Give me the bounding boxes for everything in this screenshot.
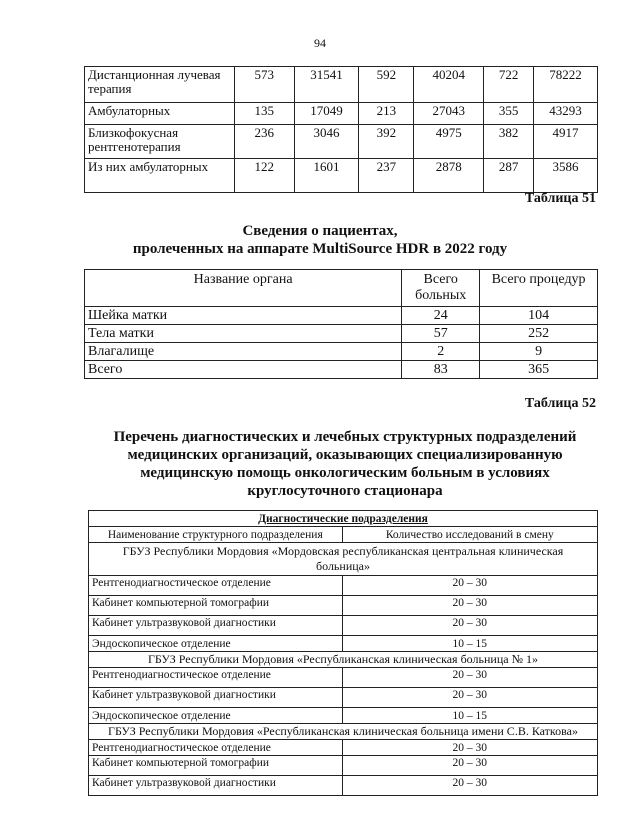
row-label: Близкофокусная рентгенотерапия — [85, 125, 235, 159]
procedures-count: 104 — [480, 307, 598, 325]
table-cell: 17049 — [294, 103, 359, 125]
table-row — [89, 668, 598, 688]
table-row — [85, 125, 598, 159]
procedures-count: 9 — [480, 343, 598, 361]
table-cell: 4917 — [534, 125, 598, 159]
procedures-count: 365 — [480, 361, 598, 379]
table-51-label: Таблица 51 — [524, 191, 596, 206]
table-52-title-line-1: Перечень диагностических и лечебных структурных подразделений — [113, 429, 577, 445]
organ-name: Влагалище — [85, 343, 402, 361]
table-cell: 3586 — [534, 159, 598, 193]
column-header: Всего процедур — [480, 270, 598, 307]
organization-name: ГБУЗ Республики Мордовия «Республиканская клиническая больница № 1» — [89, 652, 598, 668]
table-cell: 237 — [359, 159, 414, 193]
department-name: Кабинет ультразвуковой диагностики — [89, 776, 343, 796]
organization-row — [89, 652, 598, 668]
studies-count: 20 – 30 — [342, 756, 597, 776]
organ-name: Всего — [85, 361, 402, 379]
studies-count: 20 – 30 — [342, 596, 597, 616]
table-row — [89, 636, 598, 652]
table-cell: 31541 — [294, 67, 359, 103]
radiotherapy-table — [84, 66, 598, 193]
organ-name: Тела матки — [85, 325, 402, 343]
table-row — [89, 576, 598, 596]
department-name: Эндоскопическое отделение — [89, 636, 343, 652]
department-name: Рентгенодиагностическое отделение — [89, 576, 343, 596]
table-52-title-line-4: круглосуточного стационара — [247, 483, 443, 499]
row-label: Амбулаторных — [85, 103, 235, 125]
column-header: Название органа — [85, 270, 402, 307]
table-cell: 573 — [234, 67, 294, 103]
department-name: Кабинет ультразвуковой диагностики — [89, 616, 343, 636]
table-header-row — [85, 270, 598, 307]
table-row — [89, 776, 598, 796]
organization-name: ГБУЗ Республики Мордовия «Мордовская республиканская центральная клиническая больница» — [89, 543, 598, 576]
table-row — [89, 688, 598, 708]
table-cell: 722 — [484, 67, 534, 103]
table-cell: 287 — [484, 159, 534, 193]
table-52-title-line-3: медицинскую помощь онкологическим больным в условиях — [140, 465, 550, 481]
studies-count: 20 – 30 — [342, 616, 597, 636]
patients-count: 2 — [402, 343, 480, 361]
table-cell: 3046 — [294, 125, 359, 159]
page-number: 94 — [314, 36, 326, 50]
table-row — [89, 616, 598, 636]
patients-count: 24 — [402, 307, 480, 325]
table-row — [85, 159, 598, 193]
section-title: Диагностические подразделения — [89, 511, 598, 527]
table-header-row — [89, 527, 598, 543]
table-cell: 592 — [359, 67, 414, 103]
department-name: Кабинет компьютерной томографии — [89, 596, 343, 616]
studies-count: 20 – 30 — [342, 576, 597, 596]
patients-table — [84, 269, 598, 379]
table-row — [89, 756, 598, 776]
column-header: Всего больных — [402, 270, 480, 307]
table-cell: 43293 — [534, 103, 598, 125]
table-cell: 392 — [359, 125, 414, 159]
table-52-label: Таблица 52 — [524, 396, 596, 411]
organization-row — [89, 724, 598, 740]
table-cell: 4975 — [414, 125, 484, 159]
department-name: Эндоскопическое отделение — [89, 708, 343, 724]
column-header: Количество исследований в смену — [342, 527, 597, 543]
studies-count: 20 – 30 — [342, 688, 597, 708]
procedures-count: 252 — [480, 325, 598, 343]
studies-count: 10 – 15 — [342, 636, 597, 652]
table-cell: 135 — [234, 103, 294, 125]
table-cell: 1601 — [294, 159, 359, 193]
department-name: Кабинет ультразвуковой диагностики — [89, 688, 343, 708]
studies-count: 20 – 30 — [342, 668, 597, 688]
table-row — [85, 325, 598, 343]
table-row — [85, 307, 598, 325]
row-label: Из них амбулаторных — [85, 159, 235, 193]
organization-name: ГБУЗ Республики Мордовия «Республиканская клиническая больница имени С.В. Каткова» — [89, 724, 598, 740]
organization-row — [89, 543, 598, 576]
table-cell: 236 — [234, 125, 294, 159]
patients-count: 57 — [402, 325, 480, 343]
department-name: Рентгенодиагностическое отделение — [89, 740, 343, 756]
table-cell: 2878 — [414, 159, 484, 193]
studies-count: 10 – 15 — [342, 708, 597, 724]
row-label: Дистанционная лучевая терапия — [85, 67, 235, 103]
column-header: Наименование структурного подразделения — [89, 527, 343, 543]
table-row — [85, 103, 598, 125]
organ-name: Шейка матки — [85, 307, 402, 325]
table-row — [89, 740, 598, 756]
studies-count: 20 – 30 — [342, 776, 597, 796]
table-51-title-line-1: Сведения о пациентах, — [242, 223, 398, 239]
table-row — [85, 67, 598, 103]
table-cell: 40204 — [414, 67, 484, 103]
table-row — [89, 708, 598, 724]
departments-table — [88, 510, 598, 796]
table-52-title-line-2: медицинских организаций, оказывающих специализированную — [127, 447, 563, 463]
table-row — [89, 596, 598, 616]
table-cell: 382 — [484, 125, 534, 159]
department-name: Кабинет компьютерной томографии — [89, 756, 343, 776]
table-cell: 27043 — [414, 103, 484, 125]
table-row — [85, 343, 598, 361]
patients-count: 83 — [402, 361, 480, 379]
department-name: Рентгенодиагностическое отделение — [89, 668, 343, 688]
table-cell: 213 — [359, 103, 414, 125]
table-row — [85, 361, 598, 379]
table-51-title-line-2: пролеченных на аппарате MultiSource HDR в 2022 году — [132, 241, 508, 257]
table-cell: 78222 — [534, 67, 598, 103]
table-cell: 122 — [234, 159, 294, 193]
table-cell: 355 — [484, 103, 534, 125]
studies-count: 20 – 30 — [342, 740, 597, 756]
section-row — [89, 511, 598, 527]
